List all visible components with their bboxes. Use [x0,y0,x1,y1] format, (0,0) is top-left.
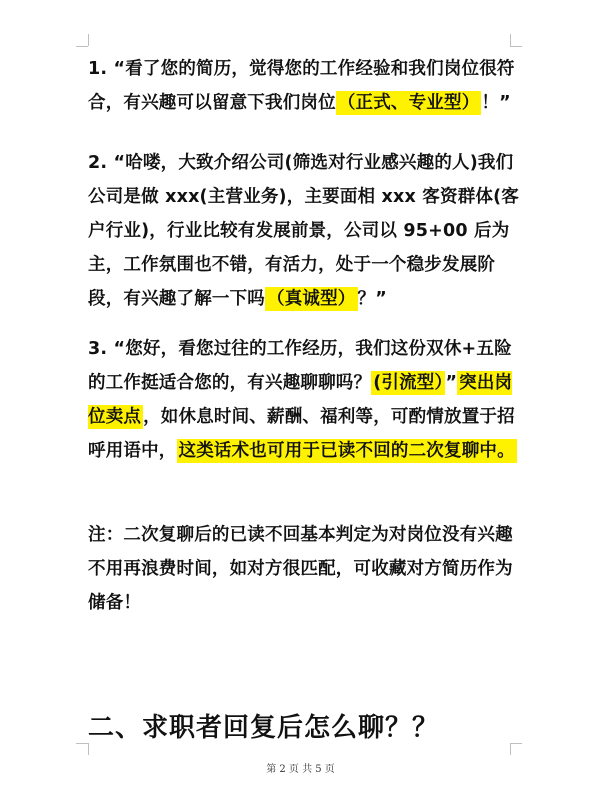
paragraph-3-middle: ，如休息时间、薪酬、福利等，可酌情放置于招呼用语中， [88,407,515,461]
paragraph-3-text: 3. “您好，看您过往的工作经历，我们这份双休+五险的工作挺适合您的，有兴趣聊聊吗？ [88,339,512,393]
paragraph-3-quote-end: ” [445,373,458,393]
paragraph-1 [88,52,528,120]
paragraph-1-text: 1. “看了您的简历，觉得您的工作经验和我们岗位很符合，有兴趣可以留意下我们岗位 [88,59,515,113]
paragraph-2-end: ？” [357,289,387,309]
paragraph-2-text: 2. “哈喽，大致介绍公司(筛选对行业感兴趣的人)我们公司是做 xxx(主营业务)，主要面相 xxx 客资群体(客户行业)，行业比较有发展前景，公司以 95+00 后为主，工作氛围也不错，有活力，处于一个稳步发展阶段，有兴趣了解一下吗 [88,153,519,309]
section-heading: 二、求职者回复后怎么聊？？ [88,713,440,743]
paragraph-3-highlight-type: (引流型） [373,373,444,393]
paragraph-2-highlight: （真诚型） [267,289,356,309]
page-footer: 第 2 页 共 5 页 [266,764,335,775]
paragraph-3-highlight-selling-point: 突出岗位卖点 [88,373,513,427]
paragraph-3 [88,332,528,468]
note-text: 二次复聊后的已读不回基本判定为对岗位没有兴趣不用再浪费时间，如对方很匹配，可收藏对方简历作为储备！ [88,525,513,613]
paragraph-3-highlight-rechat: 这类话术也可用于已读不回的二次复聊中。 [178,441,515,461]
paragraph-1-highlight: （正式、专业型） [337,93,480,113]
note-paragraph [88,518,528,620]
paragraph-1-end: ！” [481,93,511,113]
paragraph-2 [88,146,528,316]
note-label: 注： [88,525,124,545]
